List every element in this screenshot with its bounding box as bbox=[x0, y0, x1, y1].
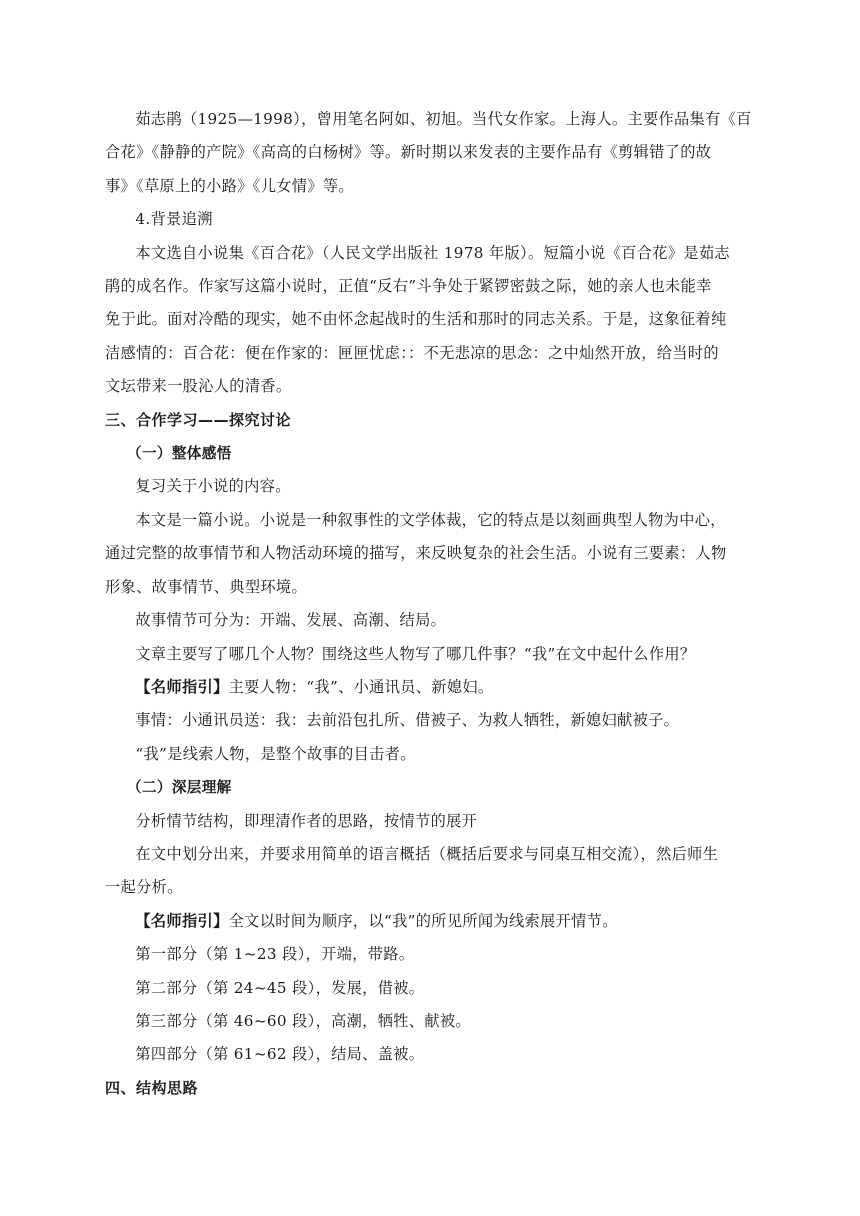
author-intro-line-3: 事》《草原上的小路》《儿女情》等。 bbox=[105, 176, 354, 195]
novel-definition-paragraph bbox=[105, 504, 757, 604]
novel-line-1: 本文是一篇小说。小说是一种叙事性的文学体裁，它的特点是以刻画典型人物为中心， bbox=[135, 510, 726, 529]
guide-2-text: 全文以时间为顺序，以“我”的所见所闻为线索展开情节。 bbox=[228, 911, 618, 930]
events-text: 事情：小通讯员送：我：去前沿包扎所、借被子、为救人牺牲，新媳妇献被子。 bbox=[135, 711, 680, 730]
narrator-role-text: “我”是线索人物，是整个故事的目击者。 bbox=[135, 744, 416, 763]
document-body bbox=[105, 103, 757, 1105]
part-1-heading: （一）整体感悟 bbox=[127, 445, 232, 463]
characters-question: 文章主要写了哪几个人物？围绕这些人物写了哪几件事？“我”在文中起什么作用？ bbox=[135, 644, 696, 663]
part-division-1: 第一部分（第 1~23 段），开端，带路。 bbox=[135, 945, 415, 964]
background-paragraph bbox=[105, 237, 757, 404]
guide-2-paragraph bbox=[105, 905, 757, 938]
background-line-2: 鹃的成名作。作家写这篇小说时，正值“反右”斗争处于紧锣密鼓之际，她的亲人也未能幸 bbox=[105, 277, 712, 296]
task-line-1: 在文中划分出来，并要求用简单的语言概括（概括后要求与同桌互相交流），然后师生 bbox=[135, 844, 719, 863]
part-division-2: 第二部分（第 24~45 段），发展，借被。 bbox=[135, 978, 425, 997]
guide-1-text: 主要人物：“我”、小通讯员、新媳妇。 bbox=[228, 677, 494, 696]
guide-2-label: 【名师指引】 bbox=[135, 911, 229, 930]
guide-1-label: 【名师指引】 bbox=[135, 677, 229, 696]
analysis-text: 分析情节结构，即理清作者的思路，按情节的展开 bbox=[135, 811, 478, 830]
novel-line-3: 形象、故事情节、典型环境。 bbox=[105, 577, 307, 596]
novel-line-2: 通过完整的故事情节和人物活动环境的描写，来反映复杂的社会生活。小说有三要素：人物 bbox=[105, 544, 727, 563]
author-intro-line-2: 合花》《静静的产院》《高高的白杨树》等。新时期以来发表的主要作品有《剪辑错了的故 bbox=[105, 143, 712, 162]
background-label: 4.背景追溯 bbox=[135, 210, 213, 229]
background-line-3: 免于此。面对冷酷的现实，她不由怀念起战时的生活和那时的同志关系。于是，这象征着纯 bbox=[105, 310, 727, 329]
plot-stages-text: 故事情节可分为：开端、发展、高潮、结局。 bbox=[135, 611, 447, 630]
background-line-4: 洁感情的：百合花：便在作家的：匣匣忧虑：：不无悲凉的思念：之中灿然开放，给当时的 bbox=[105, 343, 719, 362]
author-intro-line-1: 茹志鹃（1925—1998），曾用笔名阿如、初旭。当代女作家。上海人。主要作品集有《百 bbox=[135, 110, 752, 128]
task-paragraph bbox=[105, 838, 757, 905]
background-line-5: 文坛带来一股沁人的清香。 bbox=[105, 377, 292, 396]
background-line-1: 本文选自小说集《百合花》（人民文学出版社 1978 年版）。短篇小说《百合花》是茹志 bbox=[135, 243, 730, 262]
guide-1-paragraph bbox=[105, 671, 757, 704]
review-text: 复习关于小说的内容。 bbox=[135, 477, 291, 496]
task-line-2: 一起分析。 bbox=[105, 878, 183, 897]
section-3-heading: 三、合作学习——探究讨论 bbox=[105, 410, 292, 429]
author-intro-paragraph bbox=[105, 103, 757, 203]
part-division-4: 第四部分（第 61~62 段），结局、盖被。 bbox=[135, 1045, 425, 1064]
part-2-heading: （二）深层理解 bbox=[127, 779, 232, 797]
section-4-heading: 四、结构思路 bbox=[105, 1078, 199, 1097]
part-division-3: 第三部分（第 46~60 段），高潮，牺牲、献被。 bbox=[135, 1011, 471, 1030]
